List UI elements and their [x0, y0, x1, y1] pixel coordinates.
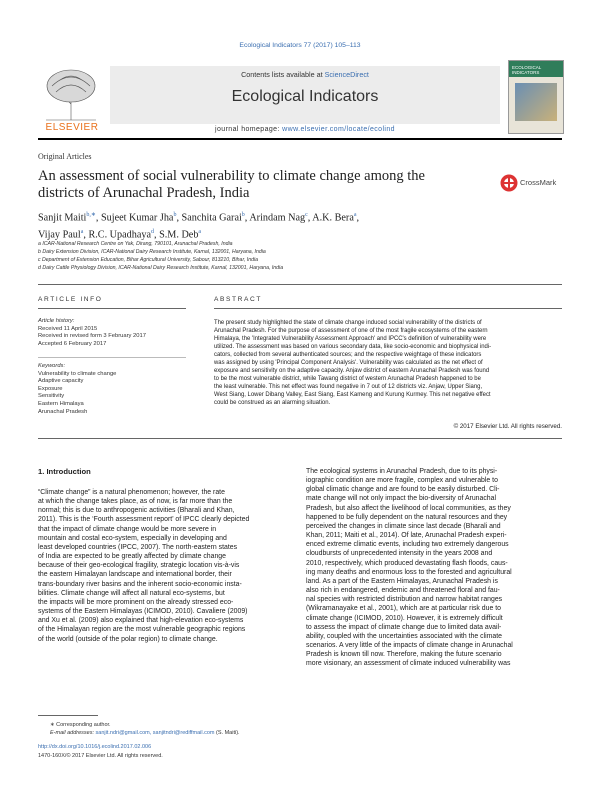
- article-info-rule: [38, 308, 186, 309]
- contents-banner: [110, 66, 500, 124]
- affiliation-b: b Dairy Extension Division, ICAR-National Dairy Research Institute, Karnal, 132001, Haryana, India: [38, 249, 266, 255]
- body-text-line: of the world (outside of the polar region) to climate change.: [38, 635, 218, 643]
- affiliation-divider: [38, 284, 562, 285]
- body-text-line: nal species with restricted distribution and narrow habitat ranges: [306, 596, 503, 604]
- body-text-line: climate change (ICIMOD, 2010). However, it is extremely difficult: [306, 614, 503, 622]
- abstract-line: the least vulnerable. This net effect was found negative in 7 out of 12 districts viz. Anjaw, Upper Siang,: [214, 383, 483, 390]
- doi-link[interactable]: http://dx.doi.org/10.1016/j.ecolind.2017.02.006: [38, 744, 152, 751]
- body-text-line: 2011). This is the ‘Fourth assessment report’ of IPCC clearly depicted: [38, 516, 250, 524]
- body-text-line: scenarios. A very little of the impacts of climate change in Arunachal: [306, 641, 513, 649]
- author-affiliation-marker[interactable]: c: [305, 212, 308, 218]
- body-column-left: [38, 488, 294, 644]
- author-affiliation-marker[interactable]: b: [173, 212, 177, 218]
- body-text-line: mate change will not only impact the bio-diversity of Arunachal: [306, 495, 496, 503]
- body-text-line: enced extreme climatic events, including two extremely dangerous: [306, 541, 509, 549]
- keyword-item: Vulnerability to climate change: [38, 370, 117, 377]
- journal-cover-image: [508, 60, 564, 134]
- crossmark-label: CrossMark: [520, 178, 557, 187]
- keywords-label: Keywords:: [38, 363, 66, 369]
- email-note: [38, 729, 298, 737]
- history-rule: [38, 357, 186, 358]
- history-accepted: Accepted 6 February 2017: [38, 340, 107, 347]
- keyword-item: Arunachal Pradesh: [38, 408, 88, 415]
- abstract-text: [214, 320, 562, 407]
- body-text-line: Pradesh, but also affect the livelihood of local communities, as they: [306, 504, 511, 512]
- body-text-line: to assess the impact of climate change due to limited data avail-: [306, 623, 502, 631]
- body-text-line: land. As a part of the Eastern Himalayas, Arunachal Pradesh is: [306, 577, 498, 585]
- article-info-heading: ARTICLE INFO: [38, 296, 103, 303]
- body-text-line: iographic condition are more fragile, complex and vulnerable to: [306, 477, 498, 485]
- abstract-line: exposure and sensitivity on the adaptive capacity. Anjaw district of eastern Arunachal Pradesh was found: [214, 367, 490, 374]
- body-text-line: of the Himalayan region are the most vulnerable geographic regions: [38, 626, 246, 634]
- author-affiliation-marker[interactable]: a: [80, 229, 84, 236]
- author-affiliation-marker[interactable]: d: [150, 229, 154, 236]
- elsevier-wordmark: ELSEVIER: [45, 122, 99, 133]
- journal-reference[interactable]: Ecological Indicators 77 (2017) 105–113: [239, 42, 361, 49]
- keywords: [38, 363, 186, 416]
- affiliation-a: a ICAR-National Research Centre on Yak, Dirang, 790101, Arunachal Pradesh, India: [38, 241, 233, 247]
- body-text-line: and Xu et al. (2009) also explained that high-elevation eco-systems: [38, 617, 244, 625]
- history-received: Received 11 April 2015: [38, 325, 98, 332]
- body-text-line: ability, coupled with the uncertainties associated with the climate: [306, 632, 502, 640]
- email-label: E-mail addresses:: [50, 730, 96, 737]
- affiliation-d: d Dairy Cattle Physiology Division, ICAR-National Dairy Research Institute, Karnal, 132001, Haryana, India: [38, 265, 284, 271]
- abstract-line: The present study highlighted the state of climate change induced social vulnerability of the districts of: [214, 320, 482, 326]
- author-name[interactable]: Vijay Paul: [38, 229, 81, 241]
- body-text-line: normal; this is due to anthropogenic activities (Bharali and Khan,: [38, 507, 235, 515]
- author-name[interactable]: Sanchita Garai: [181, 212, 242, 224]
- abstract-line: West Siang, Lower Dibang Valley, East Siang, East Kameng and Kurung Kurmey. This net negative effect: [214, 391, 491, 398]
- author-name[interactable]: Sanjit Maiti: [38, 212, 87, 224]
- body-text-line: that the impact of climate change would be more severe in: [38, 525, 217, 533]
- journal-header: [38, 66, 562, 134]
- body-text-line: (Wikramanayake et al., 2001), which are at particular risk due to: [306, 605, 501, 613]
- contents-available-line: [110, 70, 500, 79]
- body-text-line: more visionary, an assessment of climate induced vulnerability was: [306, 660, 511, 668]
- abstract-line: utilized. The assessment was based on various secondary data, like socio-economic and biophysical indi-: [214, 343, 492, 350]
- author-affiliation-marker[interactable]: a: [198, 229, 202, 236]
- email-suffix: (S. Maiti).: [214, 730, 240, 737]
- article-history: [38, 318, 186, 348]
- title-line-2: districts of Arunachal Pradesh, India: [38, 185, 250, 201]
- body-text-line: trans-boundary river basins and the inherent socio-economic insta-: [38, 580, 242, 588]
- footnotes: [38, 721, 298, 760]
- abstract-line: cators, collected from several authenticated sources; and the respective weightage of these indicators: [214, 351, 482, 358]
- contents-prefix: Contents lists available at: [241, 70, 325, 79]
- author-list: [38, 208, 508, 243]
- body-text-line: the eastern Himalayan landscape and international border, their: [38, 571, 232, 579]
- body-text-line: bilities. Climate change will affect all natural eco-systems, but: [38, 589, 225, 597]
- cover-picture: [515, 83, 557, 121]
- affiliations: [38, 240, 558, 272]
- crossmark-icon: [500, 174, 518, 192]
- introduction-heading: 1. Introduction: [38, 467, 91, 476]
- body-text-line: also rich in endangered, endemic and threatened floral and fau-: [306, 587, 500, 595]
- cover-title: ECOLOGICAL INDICATORS: [512, 65, 542, 75]
- body-text-line: Pradesh is known till now. Therefore, making the future scenario: [306, 651, 502, 659]
- author-name[interactable]: Arindam Nag: [249, 212, 306, 224]
- abstract-bottom-rule: [38, 438, 562, 439]
- article-type-label: Original Articles: [38, 152, 92, 161]
- crossmark-badge[interactable]: [500, 172, 564, 194]
- body-text-line: at which the change takes place, as of now, is far more than the: [38, 498, 233, 506]
- sciencedirect-link[interactable]: ScienceDirect: [324, 70, 369, 79]
- body-text-line: least developed countries (IPCC, 2007). The north-eastern states: [38, 543, 238, 551]
- abstract-line: was assigned by using 'Principal Component Analysis'. Vulnerability was calculated as the net effect of: [214, 359, 483, 366]
- keyword-item: Sensitivity: [38, 393, 65, 400]
- author-affiliation-marker[interactable]: a: [353, 212, 357, 218]
- body-text-line: perceived the changes in climate since last decade (Bharali and: [306, 522, 501, 530]
- author-name[interactable]: Sujeet Kumar Jha: [101, 212, 174, 224]
- corresponding-author-note: ∗ Corresponding author.: [50, 722, 111, 728]
- author-line-1: Sanjit Maiti$^{b,∗}$, Sujeet Kumar Jha$^b$, Sanchita Garai$^b$, Arindam Nag$^c$, A.K. Bera$^a$,: [38, 212, 360, 224]
- body-text-line: “Climate change” is a natural phenomenon; however, the rate: [38, 489, 225, 496]
- body-text-line: mountain and costal eco-system, especially in developing and: [38, 534, 227, 542]
- homepage-link[interactable]: www.elsevier.com/locate/ecolind: [282, 126, 395, 133]
- abstract-rule: [214, 308, 562, 309]
- body-text-line: because of their geo-ecological fragility, strategic location vis-à-vis: [38, 562, 240, 570]
- abstract-line: to be the most vulnerable district, while Tawang district of western Arunachal Pradesh happened to be: [214, 375, 481, 382]
- history-revised: Received in revised form 3 February 2017: [38, 333, 146, 340]
- journal-title: Ecological Indicators: [231, 88, 379, 105]
- abstract-line: could be construed as an alarming situation.: [214, 399, 331, 406]
- body-column-right: [306, 467, 562, 668]
- body-text-line: The ecological systems in Arunachal Pradesh, due to its physi-: [306, 468, 498, 475]
- body-text-line: cloudbursts of unprecedented intensity in the years 2008 and: [306, 550, 493, 558]
- author-name[interactable]: S.M. Deb: [159, 229, 199, 241]
- article-history-label: Article history:: [38, 318, 75, 324]
- author-name[interactable]: R.C. Upadhaya: [88, 229, 151, 241]
- author-affiliation-marker[interactable]: b: [241, 212, 245, 218]
- affiliation-c: c Department of Extension Education, Bihar Agricultural University, Sabour, 813210, Bihar, India: [38, 257, 259, 263]
- body-text-line: Khan, 2011; Maiti et al., 2014). Of late, Arunachal Pradesh experi-: [306, 532, 507, 540]
- abstract-line: Arunachal Pradesh. For the purpose of assessment of one of the most fragile ecosystems of the eastern: [214, 327, 488, 334]
- article-title: [38, 168, 478, 202]
- body-text-line: ing many deaths and enormous loss to the forested and agricultural: [306, 568, 512, 576]
- abstract-line: Himalaya, the 'Integrated Vulnerability Assessment Approach' and IPCC's definition of vulnerability were: [214, 335, 487, 342]
- title-line-1: An assessment of social vulnerability to climate change among the: [38, 168, 425, 184]
- keyword-item: Exposure: [38, 385, 63, 392]
- body-text-line: systems of the Eastern Himalayas (ICIMOD, 2010). Cavaliere (2009): [38, 608, 248, 616]
- author-line-2: Vijay Paul$^a$, R.C. Upadhaya$^d$, S.M. Deb$^a$: [38, 229, 202, 241]
- issn-line: 1470-160X/© 2017 Elsevier Ltd. All rights reserved.: [38, 752, 163, 759]
- homepage-prefix: journal homepage:: [215, 126, 283, 133]
- journal-homepage-line: [110, 126, 500, 133]
- keyword-item: Adaptive capacity: [38, 378, 84, 385]
- header-divider: [38, 138, 562, 140]
- footnote-rule: [38, 715, 98, 716]
- body-text-line: of India are expected to be greatly affected by climate change: [38, 553, 226, 561]
- copyright-notice: © 2017 Elsevier Ltd. All rights reserved.: [453, 423, 562, 430]
- author-name[interactable]: A.K. Bera: [312, 212, 354, 224]
- body-text-line: happened to be fully dependent on the natural resources and they: [306, 513, 508, 521]
- body-text-line: global climatic change and are found to be easily disturbed. Cli-: [306, 486, 500, 494]
- abstract-heading: ABSTRACT: [214, 296, 262, 303]
- body-text-line: 2010, respectively, which produced devastating flash floods, caus-: [306, 559, 508, 567]
- email-links[interactable]: sanjit.ndri@gmail.com, sanjitndri@rediffmail.com: [95, 730, 215, 737]
- keyword-item: Eastern Himalaya: [38, 400, 84, 407]
- body-text-line: the impacts will be more prominent on the already stressed eco-: [38, 598, 234, 606]
- author-affiliation-marker[interactable]: b,∗: [86, 212, 96, 218]
